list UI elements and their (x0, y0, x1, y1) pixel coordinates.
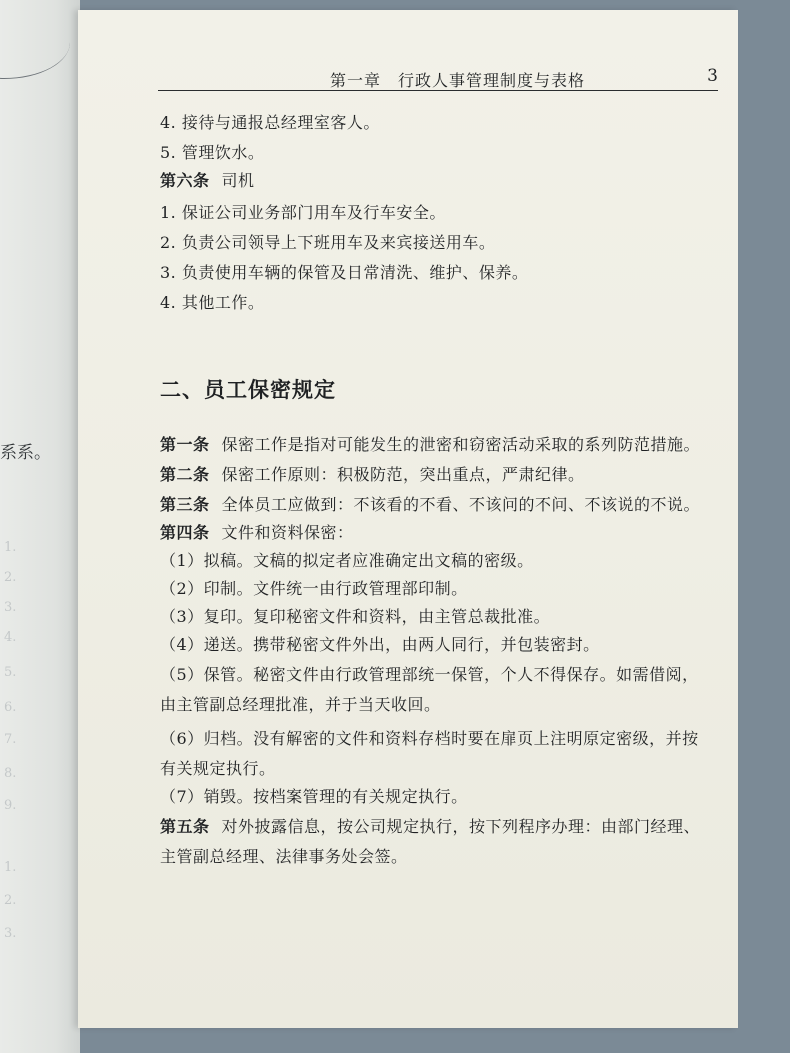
article-label: 第二条 (160, 465, 210, 484)
list-item: 4. 接待与通报总经理室客人。 (160, 113, 380, 132)
article-label: 第五条 (160, 817, 210, 836)
sub-item-continuation: 由主管副总经理批准，并于当天收回。 (160, 695, 441, 714)
book-page (78, 10, 738, 1028)
article-row (160, 432, 700, 455)
list-item: 1. 保证公司业务部门用车及行车安全。 (160, 203, 446, 222)
article-label: 第六条 (160, 171, 210, 190)
list-item: 3. 负责使用车辆的保管及日常清洗、维护、保养。 (160, 263, 529, 282)
list-item: 5. 管理饮水。 (160, 143, 265, 162)
article-text: 保密工作原则：积极防范，突出重点，严肃纪律。 (221, 465, 585, 484)
sub-item: （6）归档。没有解密的文件和资料存档时要在扉页上注明原定密级，并按 (160, 729, 699, 748)
left-faint-number: 4. (4, 630, 17, 645)
article-text: 保密工作是指对可能发生的泄密和窃密活动采取的系列防范措施。 (221, 435, 701, 454)
article-label: 第一条 (160, 435, 210, 454)
article-title: 司机 (221, 171, 255, 190)
article-label: 第三条 (160, 495, 210, 514)
left-page-edge (0, 0, 80, 1053)
article-label: 第四条 (160, 523, 210, 542)
article-row (160, 462, 585, 485)
chapter-title: 第一章 行政人事管理制度与表格 (330, 71, 586, 90)
article-text: 文件和资料保密： (221, 523, 354, 542)
left-faint-number: 9. (4, 798, 17, 813)
sub-item: （4）递送。携带秘密文件外出，由两人同行，并包装密封。 (160, 635, 600, 654)
article-six-heading (160, 168, 255, 191)
left-faint-number: 1. (4, 860, 17, 875)
list-item: 4. 其他工作。 (160, 293, 265, 312)
article-row (160, 492, 700, 515)
sub-item: （1）拟稿。文稿的拟定者应准确定出文稿的密级。 (160, 551, 534, 570)
page-header (158, 68, 718, 91)
sub-item: （7）销毁。按档案管理的有关规定执行。 (160, 787, 468, 806)
left-faint-number: 7. (4, 732, 17, 747)
left-faint-number: 8. (4, 766, 17, 781)
section-heading: 二、员工保密规定 (160, 378, 336, 402)
left-faint-number: 6. (4, 700, 17, 715)
left-faint-number: 3. (4, 926, 17, 941)
left-page-text-fragment: 系系。 (0, 443, 51, 463)
sub-item: （3）复印。复印秘密文件和资料，由主管总裁批准。 (160, 607, 551, 626)
article-row (160, 520, 354, 543)
sub-item: （2）印制。文件统一由行政管理部印制。 (160, 579, 468, 598)
left-faint-number: 5. (4, 665, 17, 680)
article-continuation: 主管副总经理、法律事务处会签。 (160, 847, 408, 866)
left-faint-number: 2. (4, 570, 17, 585)
left-faint-number: 3. (4, 600, 17, 615)
sub-item-continuation: 有关规定执行。 (160, 759, 276, 778)
article-text: 对外披露信息，按公司规定执行，按下列程序办理：由部门经理、 (221, 817, 701, 836)
list-item: 2. 负责公司领导上下班用车及来宾接送用车。 (160, 233, 496, 252)
left-faint-number: 2. (4, 893, 17, 908)
article-text: 全体员工应做到：不该看的不看、不该问的不问、不该说的不说。 (221, 495, 701, 514)
sub-item: （5）保管。秘密文件由行政管理部统一保管，个人不得保存。如需借阅， (160, 665, 699, 684)
article-row (160, 814, 700, 837)
page-number: 3 (707, 66, 718, 86)
left-page-curve (0, 18, 70, 79)
left-faint-number: 1. (4, 540, 17, 555)
